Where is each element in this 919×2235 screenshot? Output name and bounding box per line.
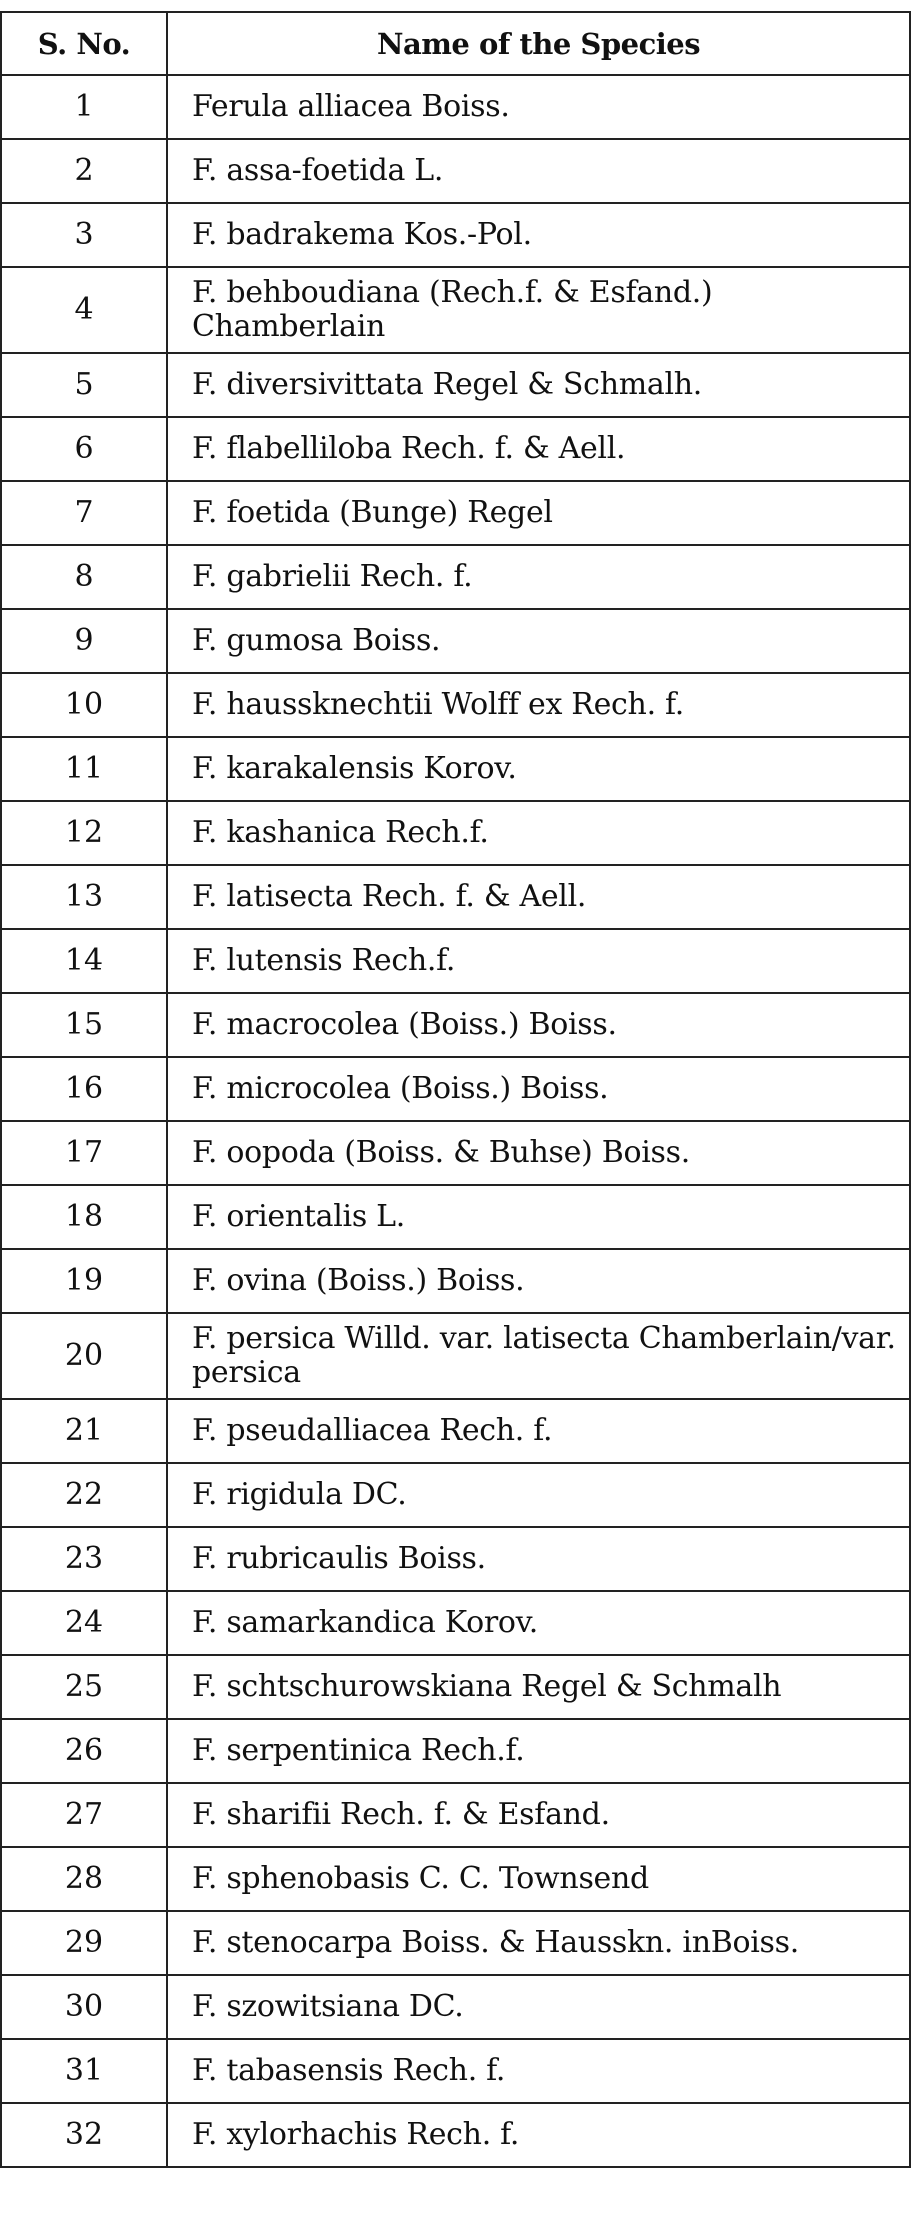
species-name-cell: F. pseudalliacea Rech. f. xyxy=(167,1399,910,1463)
species-name-cell: F. xylorhachis Rech. f. xyxy=(167,2103,910,2167)
serial-number-cell: 6 xyxy=(1,417,167,481)
table-body xyxy=(1,75,910,2167)
serial-number-cell: 18 xyxy=(1,1185,167,1249)
serial-number-cell: 32 xyxy=(1,2103,167,2167)
table-row xyxy=(1,481,910,545)
header-sno: S. No. xyxy=(1,12,167,75)
table-row xyxy=(1,1655,910,1719)
serial-number-cell: 15 xyxy=(1,993,167,1057)
species-name-cell: Ferula alliacea Boiss. xyxy=(167,75,910,139)
serial-number-cell: 3 xyxy=(1,203,167,267)
serial-number-cell: 12 xyxy=(1,801,167,865)
species-name-cell: F. gabrielii Rech. f. xyxy=(167,545,910,609)
species-name-cell: F. behboudiana (Rech.f. & Esfand.) Chamberlain xyxy=(167,267,910,353)
serial-number-cell: 27 xyxy=(1,1783,167,1847)
species-name-cell: F. tabasensis Rech. f. xyxy=(167,2039,910,2103)
serial-number-cell: 30 xyxy=(1,1975,167,2039)
serial-number-cell: 2 xyxy=(1,139,167,203)
serial-number-cell: 24 xyxy=(1,1591,167,1655)
serial-number-cell: 4 xyxy=(1,267,167,353)
table-row xyxy=(1,417,910,481)
species-name-cell: F. diversivittata Regel & Schmalh. xyxy=(167,353,910,417)
species-name-cell: F. oopoda (Boiss. & Buhse) Boiss. xyxy=(167,1121,910,1185)
species-name-cell: F. serpentinica Rech.f. xyxy=(167,1719,910,1783)
species-name-cell: F. schtschurowskiana Regel & Schmalh xyxy=(167,1655,910,1719)
serial-number-cell: 23 xyxy=(1,1527,167,1591)
serial-number-cell: 31 xyxy=(1,2039,167,2103)
table-row xyxy=(1,1185,910,1249)
table-row xyxy=(1,1847,910,1911)
serial-number-cell: 11 xyxy=(1,737,167,801)
species-name-cell: F. gumosa Boiss. xyxy=(167,609,910,673)
table-row xyxy=(1,545,910,609)
table-row xyxy=(1,75,910,139)
species-name-cell: F. stenocarpa Boiss. & Hausskn. inBoiss. xyxy=(167,1911,910,1975)
table-header-row xyxy=(1,12,910,75)
serial-number-cell: 10 xyxy=(1,673,167,737)
species-name-cell: F. microcolea (Boiss.) Boiss. xyxy=(167,1057,910,1121)
species-name-cell: F. foetida (Bunge) Regel xyxy=(167,481,910,545)
serial-number-cell: 29 xyxy=(1,1911,167,1975)
species-name-cell: F. flabelliloba Rech. f. & Aell. xyxy=(167,417,910,481)
serial-number-cell: 9 xyxy=(1,609,167,673)
table-row xyxy=(1,139,910,203)
table-row xyxy=(1,737,910,801)
table-row xyxy=(1,993,910,1057)
table-row xyxy=(1,1527,910,1591)
serial-number-cell: 21 xyxy=(1,1399,167,1463)
table-row xyxy=(1,929,910,993)
serial-number-cell: 8 xyxy=(1,545,167,609)
species-name-cell: F. lutensis Rech.f. xyxy=(167,929,910,993)
table-row xyxy=(1,267,910,353)
species-name-cell: F. kashanica Rech.f. xyxy=(167,801,910,865)
table-row xyxy=(1,2039,910,2103)
species-name-cell: F. rigidula DC. xyxy=(167,1463,910,1527)
serial-number-cell: 7 xyxy=(1,481,167,545)
table-row xyxy=(1,2103,910,2167)
species-name-cell: F. orientalis L. xyxy=(167,1185,910,1249)
serial-number-cell: 22 xyxy=(1,1463,167,1527)
table-row xyxy=(1,1911,910,1975)
table-row xyxy=(1,1313,910,1399)
species-name-cell: F. rubricaulis Boiss. xyxy=(167,1527,910,1591)
table-row xyxy=(1,1463,910,1527)
table-row xyxy=(1,1719,910,1783)
table-row xyxy=(1,353,910,417)
table-row xyxy=(1,1057,910,1121)
table-row xyxy=(1,801,910,865)
serial-number-cell: 19 xyxy=(1,1249,167,1313)
serial-number-cell: 17 xyxy=(1,1121,167,1185)
species-name-cell: F. szowitsiana DC. xyxy=(167,1975,910,2039)
serial-number-cell: 28 xyxy=(1,1847,167,1911)
species-name-cell: F. haussknechtii Wolff ex Rech. f. xyxy=(167,673,910,737)
table-row xyxy=(1,1783,910,1847)
table-row xyxy=(1,1975,910,2039)
table-row xyxy=(1,203,910,267)
species-name-cell: F. sphenobasis C. C. Townsend xyxy=(167,1847,910,1911)
serial-number-cell: 1 xyxy=(1,75,167,139)
table-row xyxy=(1,1591,910,1655)
table-row xyxy=(1,1399,910,1463)
species-name-cell: F. ovina (Boiss.) Boiss. xyxy=(167,1249,910,1313)
serial-number-cell: 5 xyxy=(1,353,167,417)
table-row xyxy=(1,609,910,673)
species-name-cell: F. latisecta Rech. f. & Aell. xyxy=(167,865,910,929)
serial-number-cell: 14 xyxy=(1,929,167,993)
serial-number-cell: 20 xyxy=(1,1313,167,1399)
serial-number-cell: 16 xyxy=(1,1057,167,1121)
table-row xyxy=(1,1121,910,1185)
table-row xyxy=(1,865,910,929)
species-name-cell: F. sharifii Rech. f. & Esfand. xyxy=(167,1783,910,1847)
header-species-name: Name of the Species xyxy=(167,12,910,75)
species-name-cell: F. badrakema Kos.-Pol. xyxy=(167,203,910,267)
species-name-cell: F. macrocolea (Boiss.) Boiss. xyxy=(167,993,910,1057)
serial-number-cell: 13 xyxy=(1,865,167,929)
species-name-cell: F. assa-foetida L. xyxy=(167,139,910,203)
species-name-cell: F. persica Willd. var. latisecta Chamberlain/var. persica xyxy=(167,1313,910,1399)
species-table xyxy=(0,11,911,2168)
species-name-cell: F. samarkandica Korov. xyxy=(167,1591,910,1655)
species-name-cell: F. karakalensis Korov. xyxy=(167,737,910,801)
serial-number-cell: 25 xyxy=(1,1655,167,1719)
table-row xyxy=(1,673,910,737)
table-row xyxy=(1,1249,910,1313)
serial-number-cell: 26 xyxy=(1,1719,167,1783)
